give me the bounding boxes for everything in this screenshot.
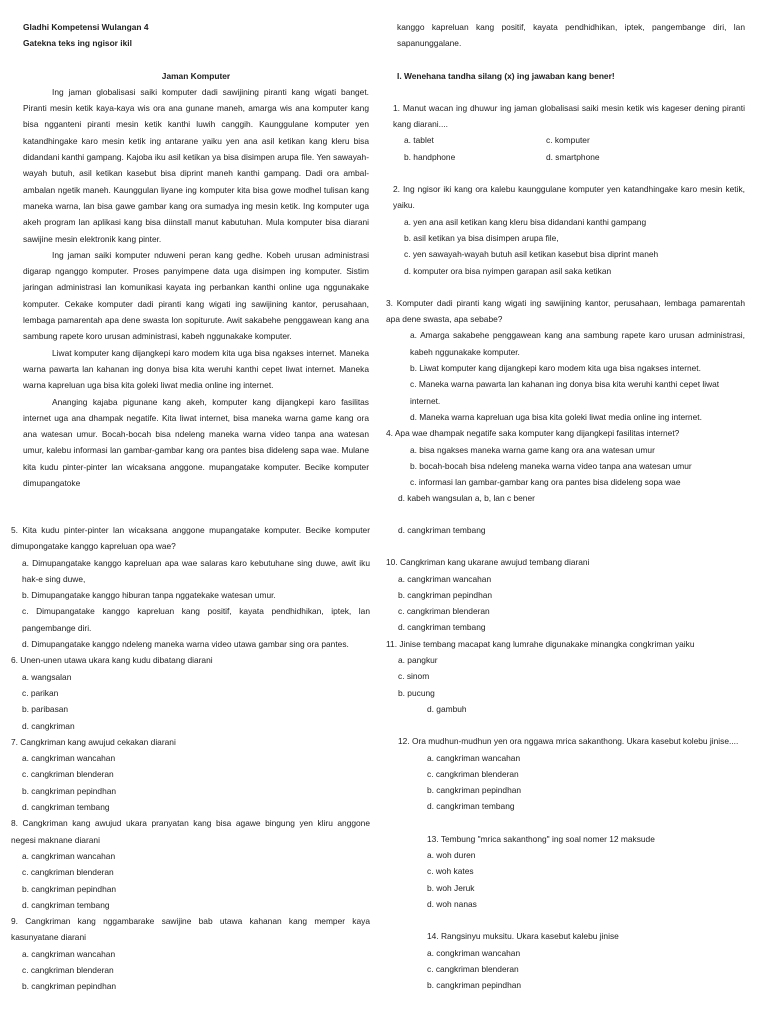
option-c[interactable]: c. cangkriman blenderan xyxy=(398,606,490,617)
section-instruction: I. Wenehana tandha silang (x) ing jawaban kang bener! xyxy=(397,70,615,81)
question-text: 11. Jinise tembang macapat kang lumrahe digunakake minangka congkriman yaiku xyxy=(386,638,695,649)
question-text: 3. Komputer dadi piranti kang wigati ing sawijining kantor, perusahaan, lembaga pamarentah apa dene swasta, apa sebabe? xyxy=(386,297,745,325)
option-b[interactable]: b. cangkriman pepindhan xyxy=(22,785,117,796)
options-row xyxy=(397,132,745,148)
question-1 xyxy=(393,100,745,165)
option-d[interactable]: d. kabeh wangsulan a, b, lan c bener xyxy=(398,493,535,504)
option-d[interactable]: d. cangkriman tembang xyxy=(398,622,486,633)
question-text: 10. Cangkriman kang ukarane awujud tembang diarani xyxy=(386,557,590,568)
question-text: 1. Manut wacan ing dhuwur ing jaman globalisasi saiki mesin ketik wis kageser dening piranti kang diarani.... xyxy=(393,102,745,130)
question-text: 2. Ing ngisor iki kang ora kalebu kaunggulane komputer yen katandhingake karo mesin ketik, yaiku. xyxy=(393,184,745,211)
question-13 xyxy=(386,831,746,912)
option-d[interactable]: d. gambuh xyxy=(427,703,467,714)
option-c[interactable]: c. yen sawayah-wayah butuh asil ketikan kasebut bisa diprint maneh xyxy=(404,249,659,260)
page1-right-column xyxy=(386,19,745,507)
question-text: 13. Tembung "mrica sakanthong" ing soal nomer 12 maksude xyxy=(427,833,655,844)
option-b[interactable]: b. cangkriman pepindhan xyxy=(398,589,493,600)
page2-right-column xyxy=(386,522,746,993)
option-b[interactable]: b. cangkriman pepindhan xyxy=(22,981,117,992)
page2-left-column xyxy=(11,522,370,995)
option-b[interactable]: b. paribasan xyxy=(22,704,69,715)
reading-paragraph-1: Ing jaman globalisasi saiki komputer dadi sawijining piranti kang wigati banget. Piranti mesin ketik kaya-kaya wis ora ana gunane maneh, amarga wis ana komputer kang bisa ngganteni piranti mesin ketik kanthi luwih canggih. Kaunggulane komputer yen katandhingake karo mesin ketik ing antarane yaiku yen ana asil ketikan kang kleru bisa didandani kanthi gampang. Kajoba iku asil ketikan ya bisa disimpen arupa file. Yen sawayah-wayah butuh, asil ketikan kasebut bisa diprint maneh kanthi gampang. Dadi ora ambal-ambalan ngetik maneh. Kaunggulan liyane ing komputer kita bisa gowe modhel tulisan kang maneka warna, lan bisa gawe gambar kang ora sumadya ing mesin ketik. Ing komputer uga akeh program lan aplikasi kang bisa diinstall manut kabutuhan. Mula komputer bisa diarani sawijine mesin elektronik kang pinter. xyxy=(23,86,369,244)
option-b[interactable]: b. handphone xyxy=(404,151,456,162)
option-a[interactable]: a. Amarga sakabehe penggawean kang ana sambung rapete karo urusan administrasi, kabeh nggunakake komputer. xyxy=(410,330,745,357)
reading-paragraph-3: Liwat komputer kang dijangkepi karo modem kita uga bisa ngakses internet. Maneka warna pawarta lan kahanan ing donya bisa kita weruhi kanthi cepet liwat internet. Maneka warna kapreluan uga bisa kita goleki liwat media online ing internet. xyxy=(23,347,369,391)
question-12 xyxy=(386,733,746,814)
option-c[interactable]: c. parikan xyxy=(22,687,59,698)
option-a[interactable]: a. wangsalan xyxy=(22,671,72,682)
option-b[interactable]: b. bocah-bocah bisa ndeleng maneka warna video tanpa ana watesan umur xyxy=(410,460,692,471)
option-d[interactable]: d. cangkriman xyxy=(22,720,75,731)
option-b[interactable]: b. woh Jeruk xyxy=(427,882,475,893)
option-d[interactable]: d. cangkriman tembang xyxy=(22,802,110,813)
spacer xyxy=(397,52,745,68)
question-text: 12. Ora mudhun-mudhun yen ora nggawa mrica sakanthong. Ukara kasebut kolebu jinise.... xyxy=(398,736,739,747)
option-c[interactable]: c. sinom xyxy=(398,671,430,682)
question-text: 14. Rangsinyu muksitu. Ukara kasebut kalebu jinise xyxy=(427,931,619,942)
option-b[interactable]: b. pucung xyxy=(398,687,435,698)
question-9-option-d[interactable]: d. cangkriman tembang xyxy=(398,525,486,535)
option-c[interactable]: c. cangkriman blenderan xyxy=(22,769,114,780)
options-row xyxy=(397,149,745,165)
option-d[interactable]: d. woh nanas xyxy=(427,898,477,909)
option-b[interactable]: b. cangkriman pepindhan xyxy=(22,883,117,894)
option-a[interactable]: a. bisa ngakses maneka warna game kang ora ana watesan umur xyxy=(410,444,655,455)
option-c[interactable]: c. informasi lan gambar-gambar kang ora pantes bisa dideleng sopa wae xyxy=(410,477,681,488)
option-b[interactable]: b. cangkriman pepindhan xyxy=(427,980,522,991)
question-10 xyxy=(386,554,746,635)
option-d[interactable]: d. komputer ora bisa nyimpen garapan asil saka ketikan xyxy=(404,265,612,276)
spacer xyxy=(397,165,745,181)
spacer xyxy=(386,717,746,733)
option-c[interactable]: c. Maneka warna pawarta lan kahanan ing donya bisa kita weruhi kanthi cepet liwat internet. xyxy=(410,379,720,406)
question-6 xyxy=(11,652,370,733)
option-d[interactable]: d. Dimupangatake kanggo ndeleng maneka warna video utawa gambar sing ora pantes. xyxy=(22,639,349,650)
question-2 xyxy=(393,181,745,279)
question-text: 8. Cangkriman kang awujud ukara pranyatan kang bisa agawe bingung yen kliru anggone negesi maknane diarani xyxy=(11,818,370,845)
option-a[interactable]: a. yen ana asil ketikan kang kleru bisa didandani kanthi gampang xyxy=(404,216,647,227)
question-9 xyxy=(11,913,370,994)
option-c[interactable]: c. woh kates xyxy=(427,866,474,877)
spacer xyxy=(397,279,745,295)
question-14 xyxy=(386,928,746,993)
page1-left-column xyxy=(23,19,369,491)
question-text: 6. Unen-unen utawa ukara kang kudu dibatang diarani xyxy=(11,655,213,666)
spacer xyxy=(23,52,369,68)
reading-paragraph-4: Ananging kajaba pigunane kang akeh, komputer kang dijangkepi karo fasilitas internet uga ana dhampak negatife. Kita liwat internet, bisa maneka warna game kang ora ana watesan umur. Bocah-bocah bisa ndeleng maneka warna video tanpa ana watesan umur, kalebu informasi lan gambar-gambar kang ora pantes bisa dideleng sapa wae. Mulane kita kudu pinter-pinter lan wicaksana anggone. mupangatake komputer. Becike komputer dimupangatoke xyxy=(23,396,369,489)
question-text: 9. Cangkriman kang nggambarake sawijine bab utawa kahanan kang memper kaya kasunyatane diarani xyxy=(11,916,370,943)
option-c[interactable]: c. cangkriman blenderan xyxy=(427,963,519,974)
header-line-1: Gladhi Kompetensi Wulangan 4 xyxy=(23,22,149,32)
spacer xyxy=(397,84,745,100)
option-a[interactable]: a. cangkriman wancahan xyxy=(427,752,521,763)
option-b[interactable]: b. asil ketikan ya bisa disimpen arupa file, xyxy=(404,232,559,243)
option-a[interactable]: a. cangkriman wancahan xyxy=(22,948,116,959)
option-c[interactable]: c. Dimupangatake kanggo kapreluan kang positif, kayata pendhidhikan, iptek, lan pangembange diri. xyxy=(22,606,370,633)
option-c[interactable]: c. cangkriman blenderan xyxy=(22,867,114,878)
spacer xyxy=(386,815,746,831)
question-8 xyxy=(11,815,370,913)
option-d[interactable]: d. smartphone xyxy=(546,151,600,162)
option-b[interactable]: b. cangkriman pepindhan xyxy=(427,785,522,796)
question-5 xyxy=(11,522,370,652)
option-a[interactable]: a. congkriman wancahan xyxy=(427,947,521,958)
question-text: 4. Apa wae dhampak negatife saka komputer kang dijangkepi fasilitas internet? xyxy=(386,428,680,439)
question-3 xyxy=(386,295,745,425)
option-b[interactable]: b. Liwat komputer kang dijangkepi karo modem kita uga bisa ngakses internet. xyxy=(410,363,701,374)
option-a[interactable]: a. woh duren xyxy=(427,850,476,861)
option-c[interactable]: c. komputer xyxy=(546,135,590,146)
option-d[interactable]: d. Maneka warna kapreluan uga bisa kita goleki liwat media online ing internet. xyxy=(410,411,702,422)
reading-paragraph-2: Ing jaman saiki komputer nduweni peran kang gedhe. Kobeh urusan administrasi digarap nganggo komputer. Proses panyimpene data uga disimpen ing komputer. Sistim jaringan administrasi lan komunikasi kayata ing perbankan kanthi online uga nggunakake komputer. Cekake komputer dadi piranti kang wigati ing sawijining kantor, perusahaan, lembaga pamarentah apa dene swasta lon sopiturute. Awit sakabehe penggawean kang ana sambung rapete koro urusan administrasi, kabeh nggunakake komputer. xyxy=(23,249,369,342)
option-a[interactable]: a. cangkriman wancahan xyxy=(22,753,116,764)
option-a[interactable]: a. Dimupangatake kanggo kapreluan apa wae salaras karo kebutuhane sing duwe, awit iku hak-e sing duwe, xyxy=(22,557,370,584)
option-a[interactable]: a. pangkur xyxy=(398,655,438,666)
option-c[interactable]: c. cangkriman blenderan xyxy=(22,965,114,976)
question-4 xyxy=(386,425,745,506)
question-11 xyxy=(386,636,746,717)
reading-paragraph-4-continued: kanggo kapreluan kang positif, kayata pendhidhikan, iptek, pangembange diri, lan sapanunggalane. xyxy=(397,22,745,49)
option-b[interactable]: b. Dimupangatake kanggo hiburan tanpa nggatekake watesan umur. xyxy=(22,590,276,601)
question-7 xyxy=(11,734,370,815)
option-d[interactable]: d. cangkriman tembang xyxy=(22,899,110,910)
option-a[interactable]: a. cangkriman wancahan xyxy=(398,573,492,584)
question-text: 7. Cangkriman kang awujud cekakan diarani xyxy=(11,736,176,747)
option-d[interactable]: d. cangkriman tembang xyxy=(427,801,515,812)
option-a[interactable]: a. cangkriman wancahan xyxy=(22,850,116,861)
option-a[interactable]: a. tablet xyxy=(404,135,434,146)
spacer xyxy=(386,538,746,554)
spacer xyxy=(386,912,746,928)
header-line-2: Gatekna teks ing ngisor ikil xyxy=(23,38,132,49)
question-text: 5. Kita kudu pinter-pinter lan wicaksana anggone mupangatake komputer. Becike komputer dimupongatake kanggo kapreluan opa wae? xyxy=(11,525,370,552)
option-c[interactable]: c. cangkriman blenderan xyxy=(427,768,519,779)
reading-title: Jaman Komputer xyxy=(161,70,231,81)
